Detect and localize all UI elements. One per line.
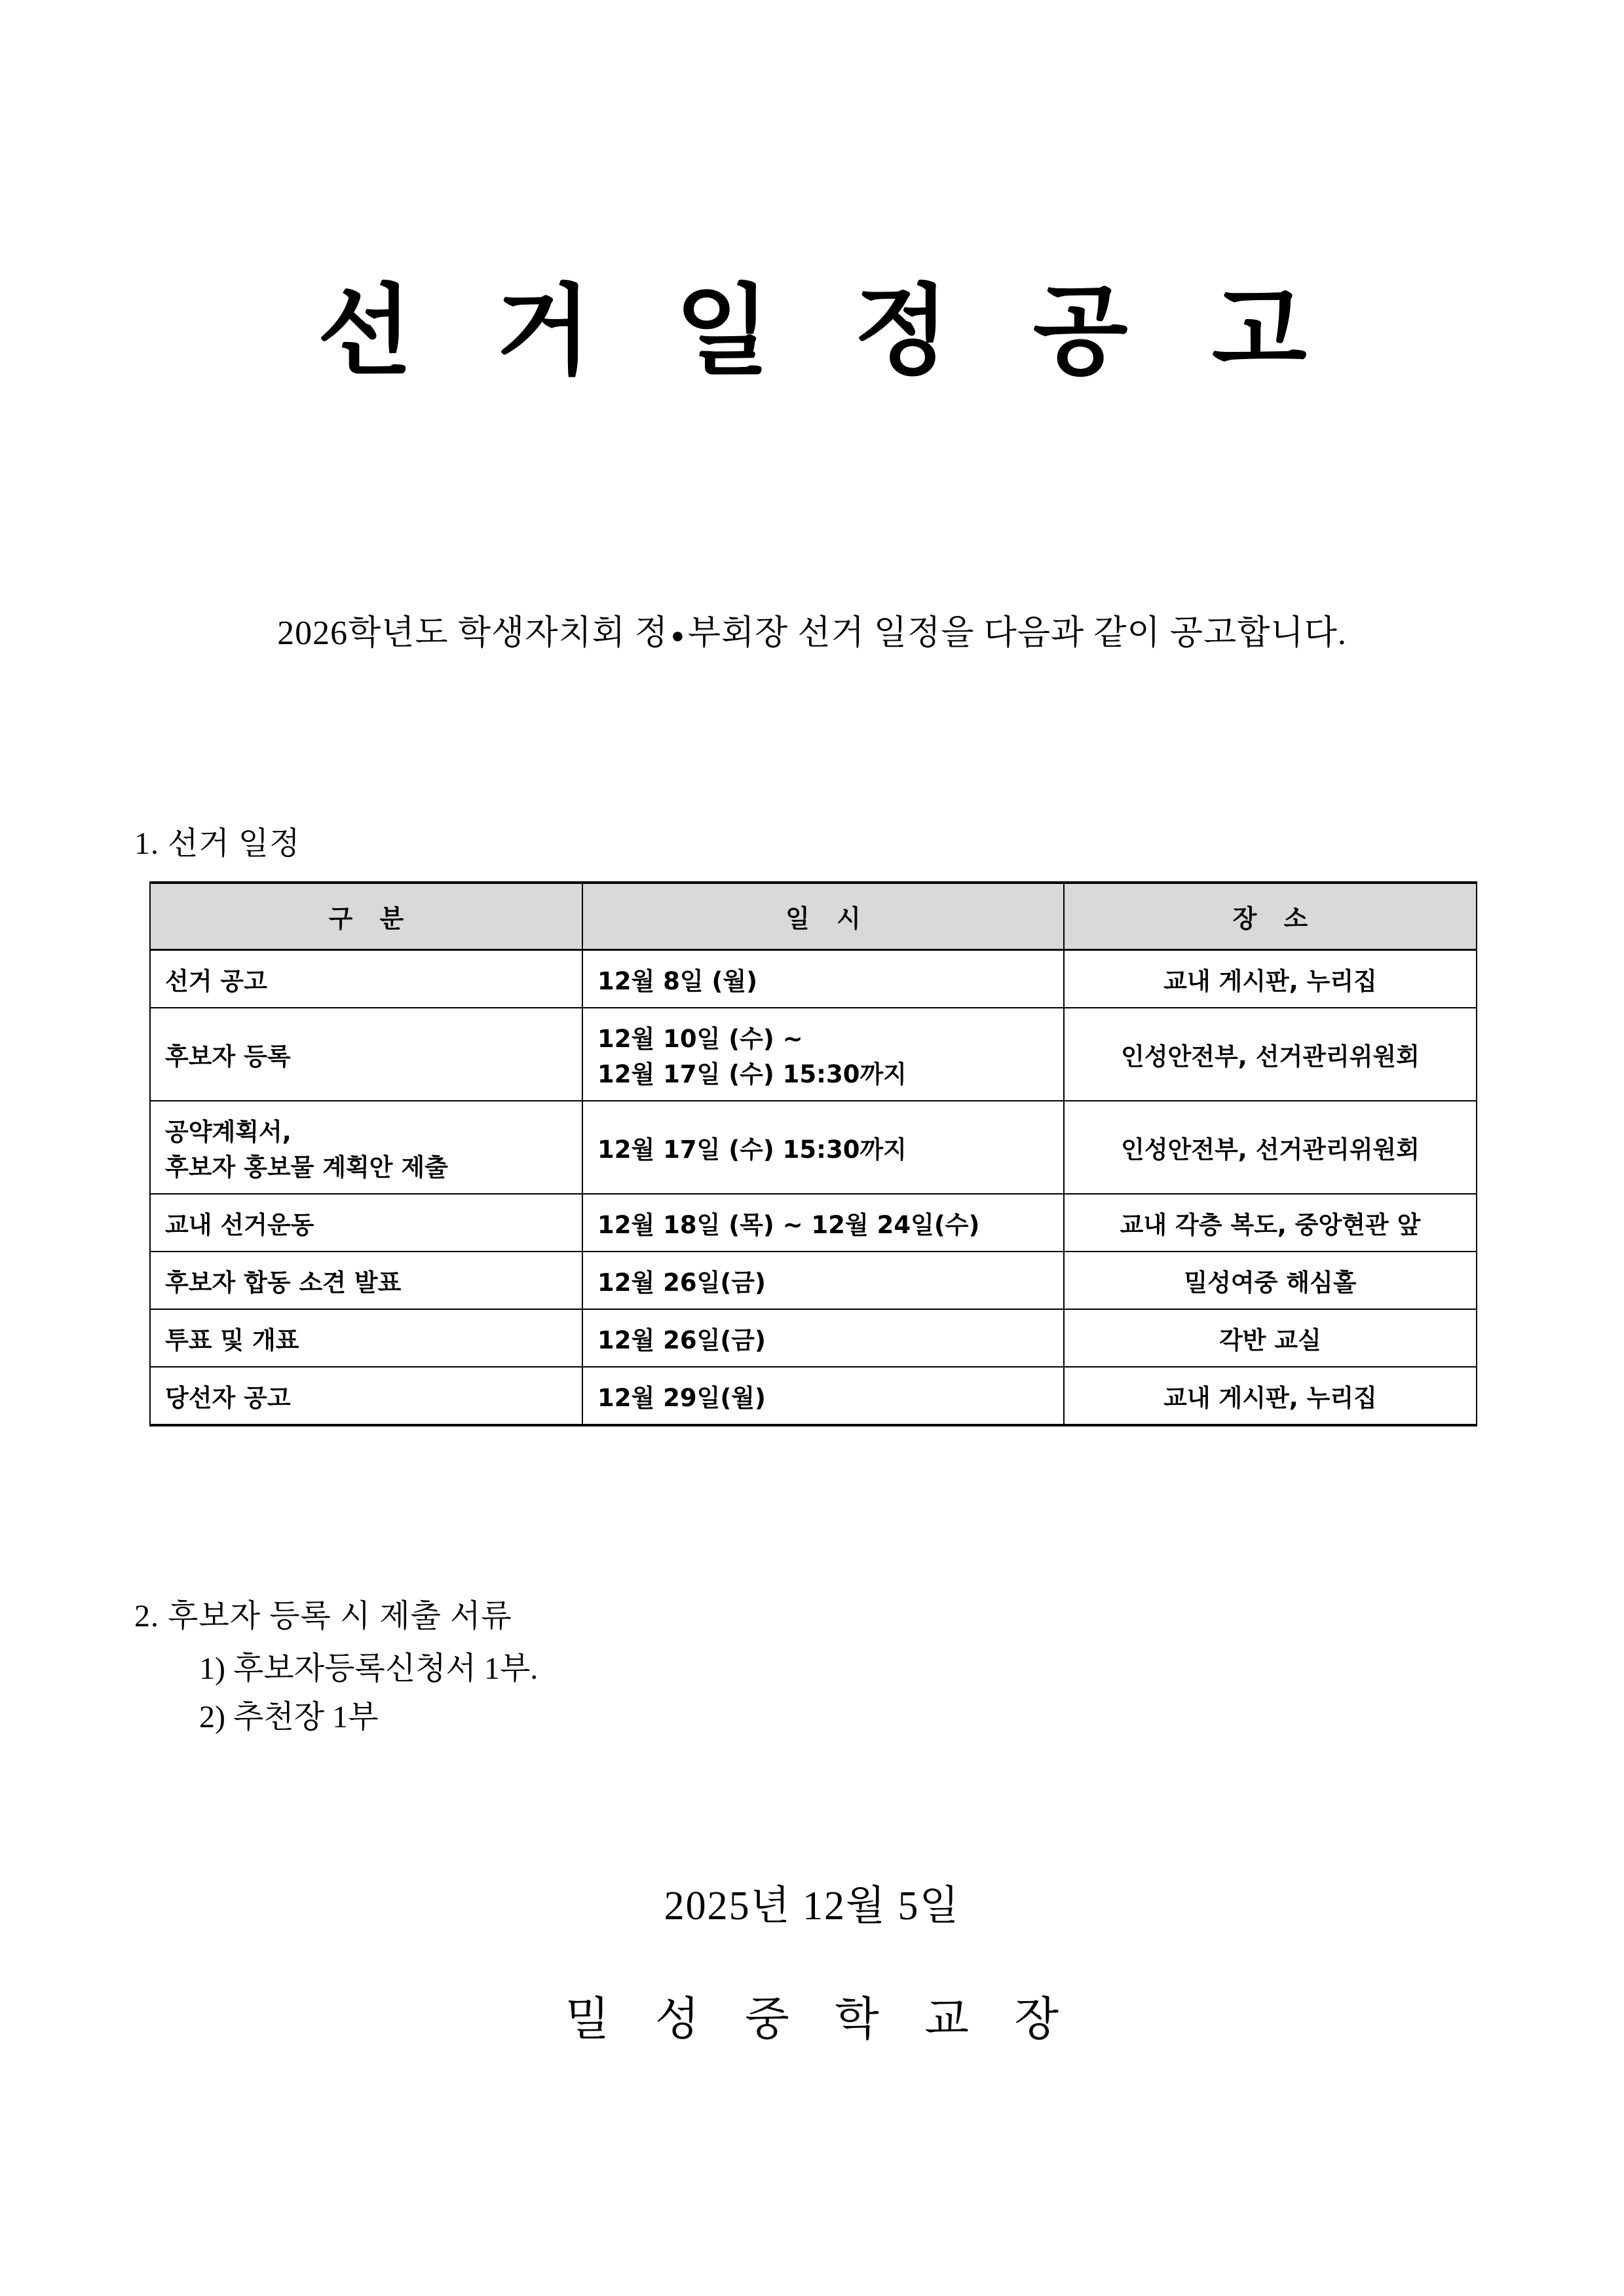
cell-datetime: 12월 26일(금) bbox=[582, 1309, 1064, 1367]
page-title: 선 거 일 정 공 고 bbox=[317, 275, 1332, 389]
column-header-place: 장 소 bbox=[1064, 883, 1477, 950]
schedule-table bbox=[149, 881, 1477, 1426]
list-item: 2) 추천장 1부 bbox=[199, 1699, 379, 1734]
list-item: 1) 후보자등록신청서 1부. bbox=[199, 1651, 538, 1686]
cell-division: 당선자 공고 bbox=[150, 1367, 582, 1425]
table-row bbox=[150, 1367, 1477, 1425]
cell-datetime: 12월 26일(금) bbox=[582, 1252, 1064, 1309]
cell-division: 교내 선거운동 bbox=[150, 1194, 582, 1252]
table-row bbox=[150, 1194, 1477, 1252]
cell-place: 교내 게시판, 누리집 bbox=[1064, 1367, 1477, 1425]
intro-suffix: 부회장 선거 일정을 다음과 같이 공고합니다. bbox=[687, 614, 1347, 652]
column-header-datetime: 일 시 bbox=[582, 883, 1064, 950]
cell-division: 후보자 등록 bbox=[150, 1008, 582, 1101]
cell-place: 교내 각층 복도, 중앙현관 앞 bbox=[1064, 1194, 1477, 1252]
cell-division: 후보자 합동 소견 발표 bbox=[150, 1252, 582, 1309]
section-heading-schedule: 1. 선거 일정 bbox=[134, 826, 301, 861]
cell-place: 인성안전부, 선거관리위원회 bbox=[1064, 1008, 1477, 1101]
table-row bbox=[150, 1101, 1477, 1194]
cell-place: 교내 게시판, 누리집 bbox=[1064, 949, 1477, 1008]
issuer-name: 밀 성 중 학 교 장 bbox=[565, 1995, 1076, 2046]
table-row bbox=[150, 1252, 1477, 1309]
cell-datetime: 12월 10일 (수) ~ 12월 17일 (수) 15:30까지 bbox=[582, 1008, 1064, 1101]
column-header-division: 구 분 bbox=[150, 883, 582, 950]
table-row bbox=[150, 949, 1477, 1008]
schedule-table-wrapper bbox=[149, 881, 1475, 1426]
table-header-row bbox=[150, 883, 1477, 950]
issue-date: 2025년 12월 5일 bbox=[664, 1884, 960, 1929]
cell-datetime: 12월 18일 (목) ~ 12월 24일(수) bbox=[582, 1194, 1064, 1252]
cell-datetime: 12월 29일(월) bbox=[582, 1367, 1064, 1425]
cell-division: 투표 및 개표 bbox=[150, 1309, 582, 1367]
cell-division: 공약계획서, 후보자 홍보물 계획안 제출 bbox=[150, 1101, 582, 1194]
table-row bbox=[150, 1008, 1477, 1101]
section-heading-documents: 2. 후보자 등록 시 제출 서류 bbox=[134, 1598, 512, 1634]
cell-place: 각반 교실 bbox=[1064, 1309, 1477, 1367]
cell-datetime: 12월 17일 (수) 15:30까지 bbox=[582, 1101, 1064, 1194]
intro-paragraph bbox=[0, 605, 1624, 654]
cell-place: 인성안전부, 선거관리위원회 bbox=[1064, 1101, 1477, 1194]
document-list bbox=[172, 1645, 1624, 1742]
cell-division: 선거 공고 bbox=[150, 949, 582, 1008]
cell-place: 밀성여중 해심홀 bbox=[1064, 1252, 1477, 1309]
cell-datetime: 12월 8일 (월) bbox=[582, 949, 1064, 1008]
bullet-icon: ● bbox=[671, 623, 685, 648]
intro-prefix: 2026학년도 학생자치회 정 bbox=[277, 614, 669, 652]
table-row bbox=[150, 1309, 1477, 1367]
